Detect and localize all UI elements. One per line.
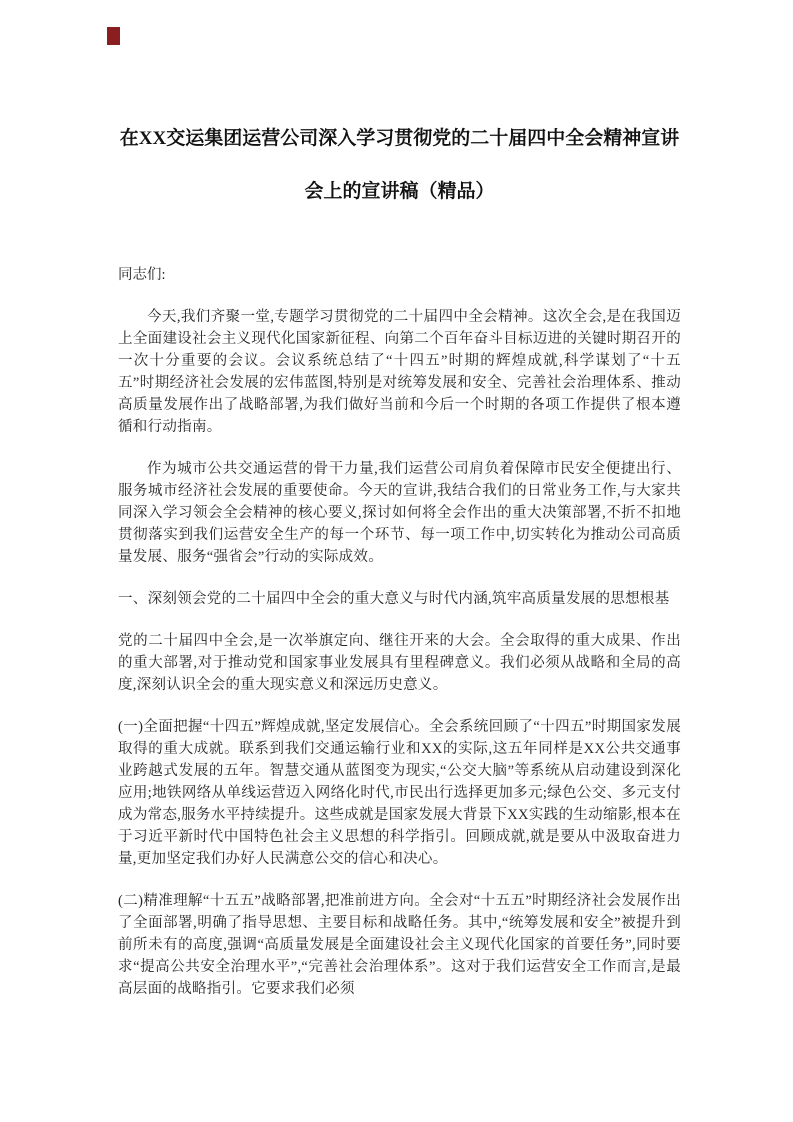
document-title-line-2: 会上的宣讲稿（精品）	[304, 181, 495, 202]
paragraph: 党的二十届四中全会,是一次举旗定向、继往开来的大会。全会取得的重大成果、作出的重大部署,对于推动党和国家事业发展具有里程碑意义。我们必须从战略和全局的高度,深刻认识全会的重大现实意义和深远历史意义。	[118, 633, 681, 693]
section-heading: 一、深刻领会党的二十届四中全会的重大意义与时代内涵,筑牢高质量发展的思想根基	[118, 591, 670, 607]
salutation: 同志们:	[118, 267, 166, 283]
document-title	[118, 112, 681, 218]
paragraph: 今天,我们齐聚一堂,专题学习贯彻党的二十届四中全会精神。这次全会,是在我国迈上全面建设社会主义现代化国家新征程、向第二个百年奋斗目标迈进的关键时期召开的一次十分重要的会议。会议系统总结了“十四五”时期的辉煌成就,科学谋划了“十五五”时期经济社会发展的宏伟蓝图,特别是对统筹发展和安全、完善社会治理体系、推动高质量发展作出了战略部署,为我们做好当前和今后一个时期的各项工作提供了根本遵循和行动指南。	[118, 309, 681, 435]
paragraph: (一)全面把握“十四五”辉煌成就,坚定发展信心。全会系统回顾了“十四五”时期国家发展取得的重大成就。联系到我们交通运输行业和XX的实际,这五年同样是XX公共交通事业跨越式发展的五年。智慧交通从蓝图变为现实,“公交大脑”等系统从启动建设到深化应用;地铁网络从单线运营迈入网络化时代,市民出行选择更加多元;绿色公交、多元支付成为常态,服务水平持续提升。这些成就是国家发展大背景下XX实践的生动缩影,根本在于习近平新时代中国特色社会主义思想的科学指引。回顾成就,就是要从中汲取奋进力量,更加坚定我们办好人民满意公交的信心和决心。	[118, 719, 681, 867]
document-title-line-1: 在XX交运集团运营公司深入学习贯彻党的二十届四中全会精神宣讲	[119, 128, 680, 149]
document-content	[118, 112, 681, 1000]
paragraph: 作为城市公共交通运营的骨干力量,我们运营公司肩负着保障市民安全便捷出行、服务城市经济社会发展的重要使命。今天的宣讲,我结合我们的日常业务工作,与大家共同深入学习领会全会精神的核心要义,探讨如何将全会作出的重大决策部署,不折不扣地贯彻落实到我们运营安全生产的每一个环节、每一项工作中,切实转化为推动公司高质量发展、服务“强省会”行动的实际成效。	[118, 461, 681, 565]
paragraph: (二)精准理解“十五五”战略部署,把准前进方向。全会对“十五五”时期经济社会发展作出了全面部署,明确了指导思想、主要目标和战略任务。其中,“统筹发展和安全”被提升到前所未有的高度,强调“高质量发展是全面建设社会主义现代化国家的首要任务”,同时要求“提高公共安全治理水平”,“完善社会治理体系”。这对于我们运营安全工作而言,是最高层面的战略指引。它要求我们必须	[118, 893, 681, 997]
corner-marker-decoration	[107, 27, 120, 45]
